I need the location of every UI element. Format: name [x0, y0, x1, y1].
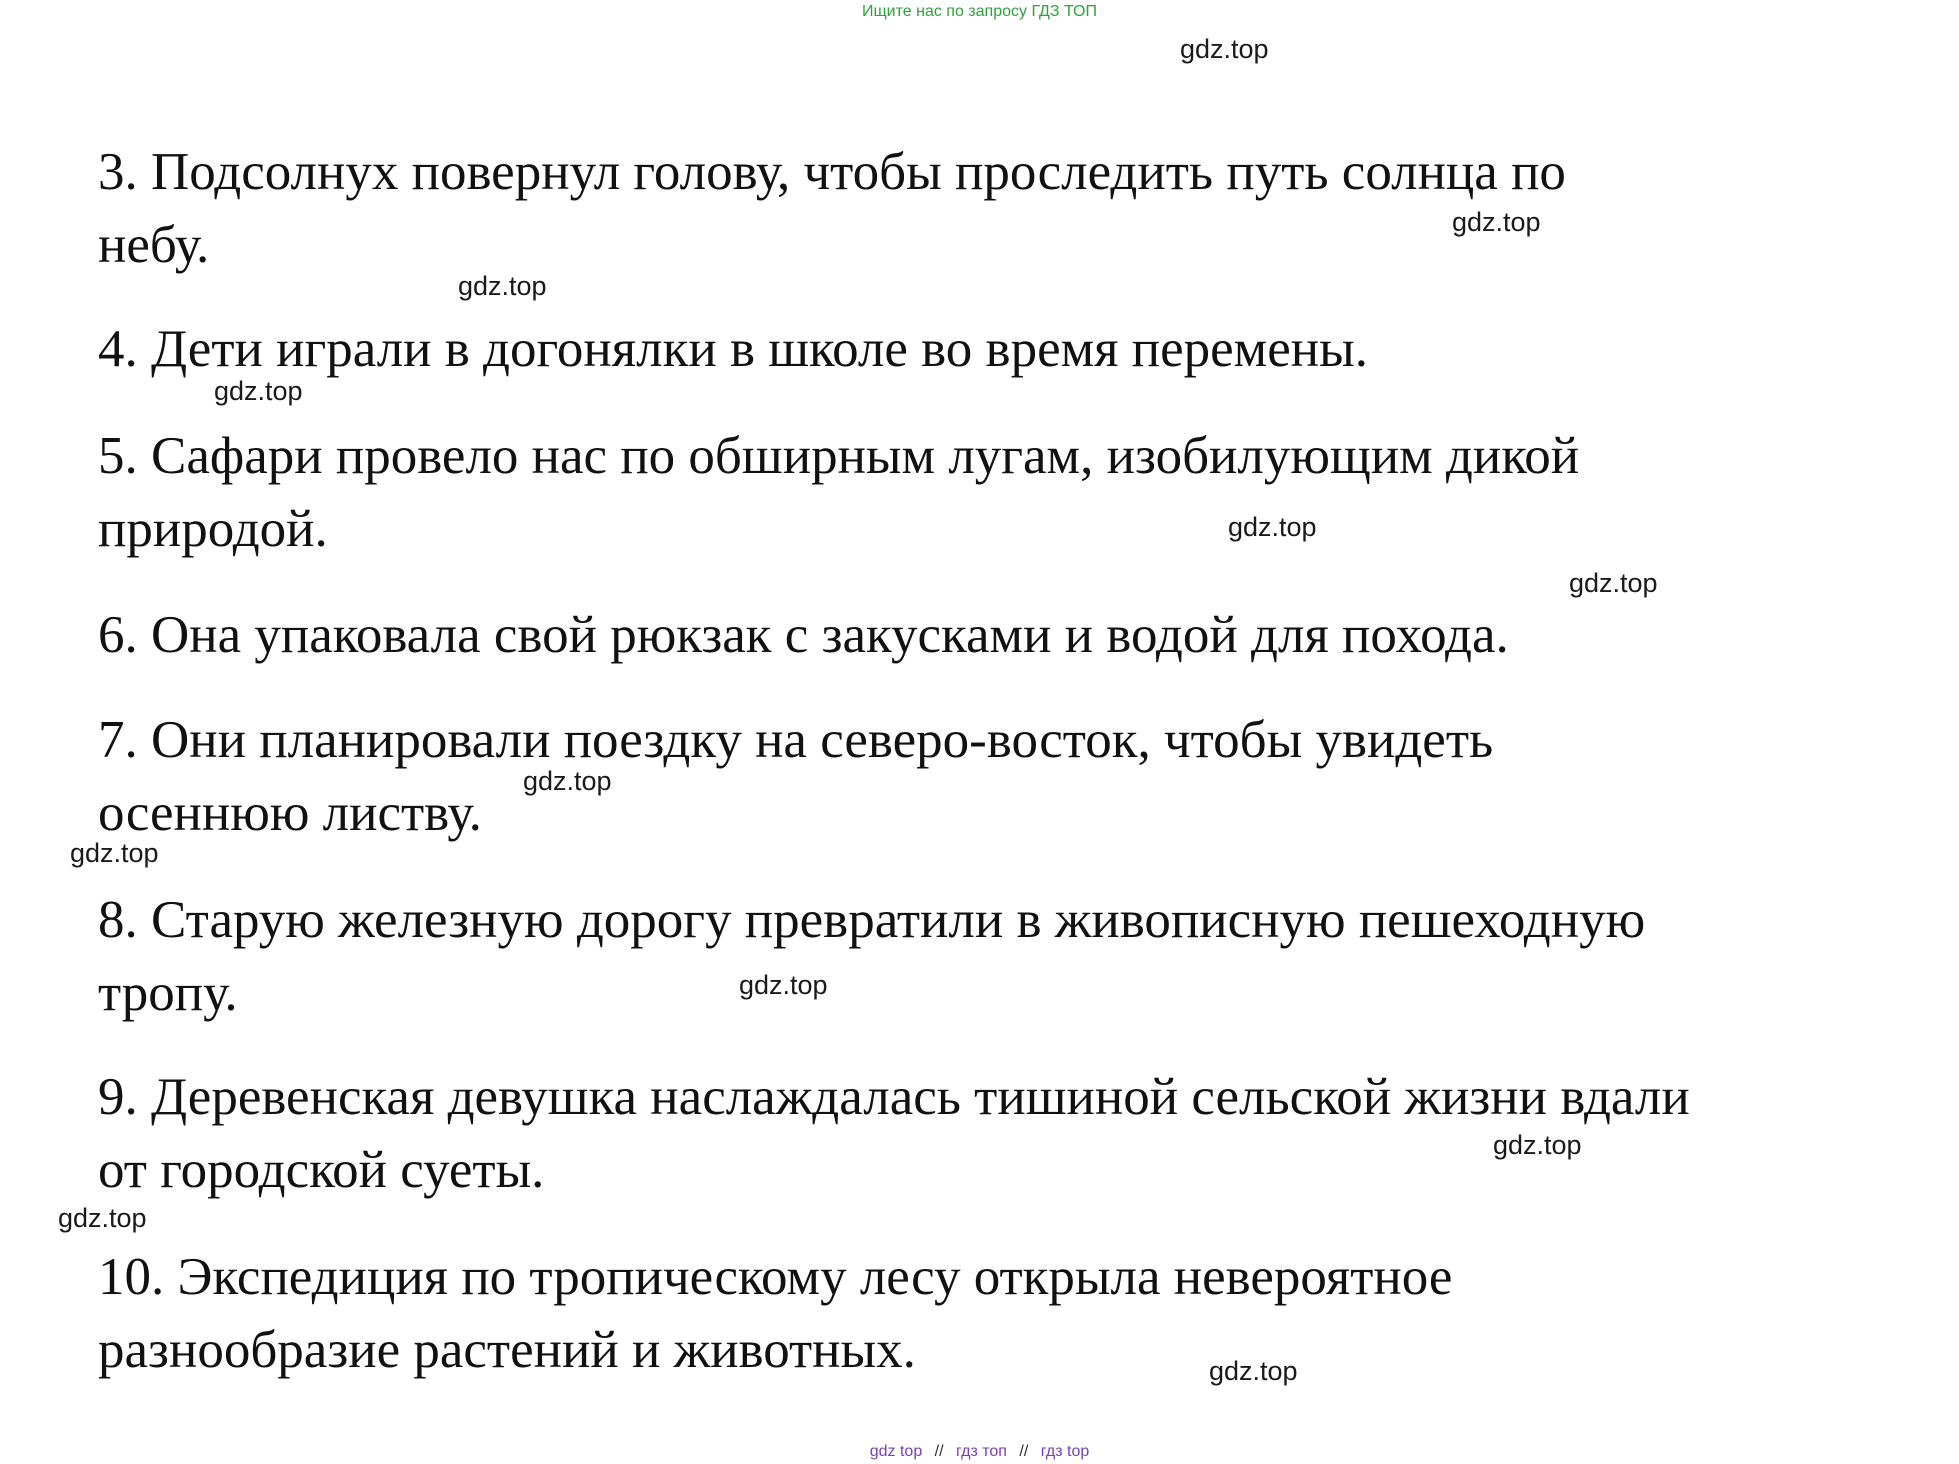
footer-separator: // — [1019, 1443, 1029, 1460]
watermark: gdz.top — [58, 1203, 147, 1233]
watermark: gdz.top — [1452, 207, 1541, 237]
watermark: gdz.top — [70, 838, 159, 868]
watermark: gdz.top — [1228, 512, 1317, 542]
watermark: gdz.top — [1180, 34, 1269, 64]
sentence-7: 7. Они планировали поездку на северо-восток, чтобы увидеть осеннюю листву. — [98, 711, 1494, 842]
watermark: gdz.top — [458, 271, 547, 301]
footer-separator: // — [934, 1443, 944, 1460]
watermark: gdz.top — [1569, 568, 1658, 598]
sentence-9: 9. Деревенская девушка наслаждалась тишиной сельской жизни вдали от городской суеты. — [98, 1068, 1690, 1199]
sentence-6: 6. Она упаковала свой рюкзак с закусками и водой для похода. — [98, 606, 1509, 664]
header-banner[interactable]: Ищите нас по запросу ГДЗ ТОП — [862, 3, 1097, 20]
sentence-4: 4. Дети играли в догонялки в школе во время перемены. — [98, 320, 1368, 378]
sentence-10: 10. Экспедиция по тропическому лесу открыла невероятное разнообразие растений и животных. — [98, 1248, 1453, 1379]
footer — [0, 1443, 1959, 1461]
footer-link-gdz-top-ru[interactable]: гдз топ — [956, 1443, 1007, 1460]
watermark: gdz.top — [214, 376, 303, 406]
footer-link-gdz-top-mixed[interactable]: гдз top — [1040, 1443, 1090, 1460]
sentence-3: 3. Подсолнух повернул голову, чтобы проследить путь солнца по небу. — [98, 143, 1566, 274]
watermark: gdz.top — [1209, 1356, 1298, 1386]
sentence-5: 5. Сафари провело нас по обширным лугам, изобилующим дикой природой. — [98, 427, 1580, 558]
footer-link-gdz-top[interactable]: gdz top — [869, 1443, 923, 1460]
watermark: gdz.top — [1493, 1130, 1582, 1160]
watermark: gdz.top — [523, 766, 612, 796]
sentence-8: 8. Старую железную дорогу превратили в живописную пешеходную тропу. — [98, 891, 1646, 1022]
watermark: gdz.top — [739, 970, 828, 1000]
